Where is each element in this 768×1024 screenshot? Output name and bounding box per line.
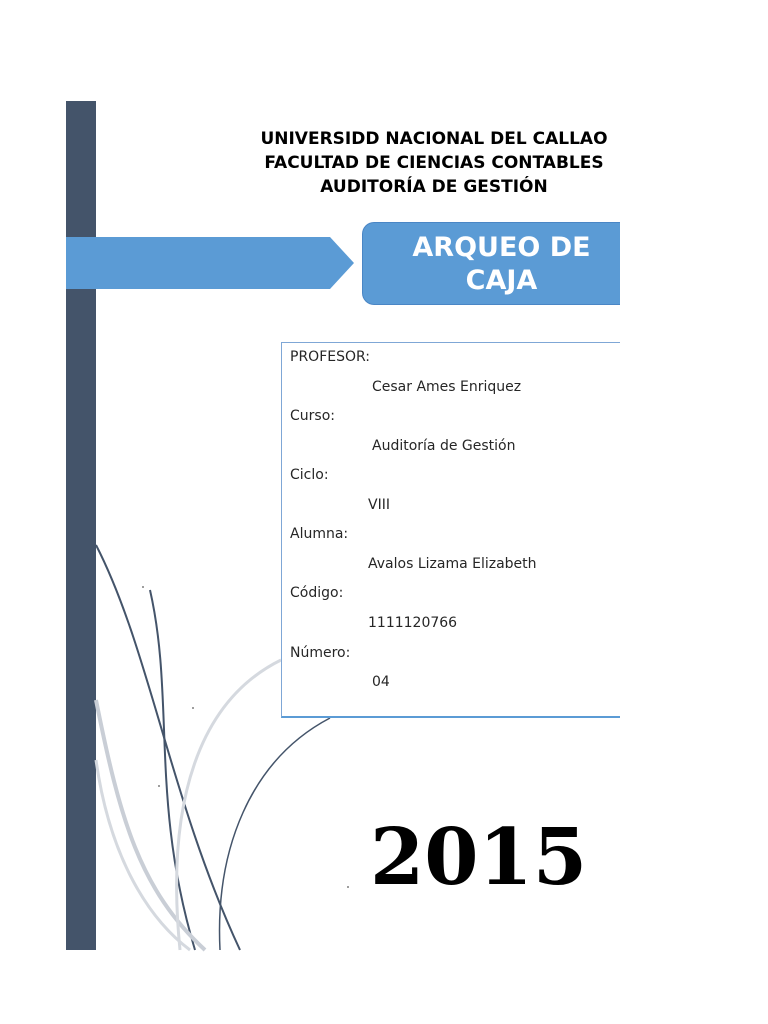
arrow-banner (66, 237, 356, 289)
decor-dot (347, 886, 349, 888)
info-box (281, 342, 620, 718)
title-line-1: ARQUEO DE (412, 232, 591, 263)
profesor-label: PROFESOR: (290, 349, 371, 365)
faculty-name: FACULTAD DE CIENCIAS CONTABLES (264, 153, 604, 173)
ciclo-label: Ciclo: (290, 467, 329, 483)
codigo-label: Código: (290, 585, 344, 601)
title-box (362, 222, 620, 305)
institution-header (200, 127, 668, 199)
university-name: UNIVERSIDD NACIONAL DEL CALLAO (260, 129, 608, 149)
decor-dot (142, 586, 144, 588)
decor-dot (192, 707, 194, 709)
alumna-label: Alumna: (290, 526, 349, 542)
alumna-value: Avalos Lizama Elizabeth (368, 556, 537, 572)
curso-label: Curso: (290, 408, 335, 424)
codigo-value: 1111120766 (368, 615, 458, 631)
curso-value: Auditoría de Gestión (372, 438, 516, 454)
document-title (363, 231, 620, 297)
numero-value: 04 (372, 674, 390, 690)
sidebar-bar (66, 101, 96, 950)
decor-dot (158, 785, 160, 787)
course-subtitle: AUDITORÍA DE GESTIÓN (320, 177, 548, 197)
profesor-value: Cesar Ames Enriquez (372, 379, 522, 395)
title-line-2: CAJA (465, 265, 538, 296)
ciclo-value: VIII (368, 497, 390, 513)
year: 2015 (370, 812, 588, 903)
numero-label: Número: (290, 645, 351, 661)
